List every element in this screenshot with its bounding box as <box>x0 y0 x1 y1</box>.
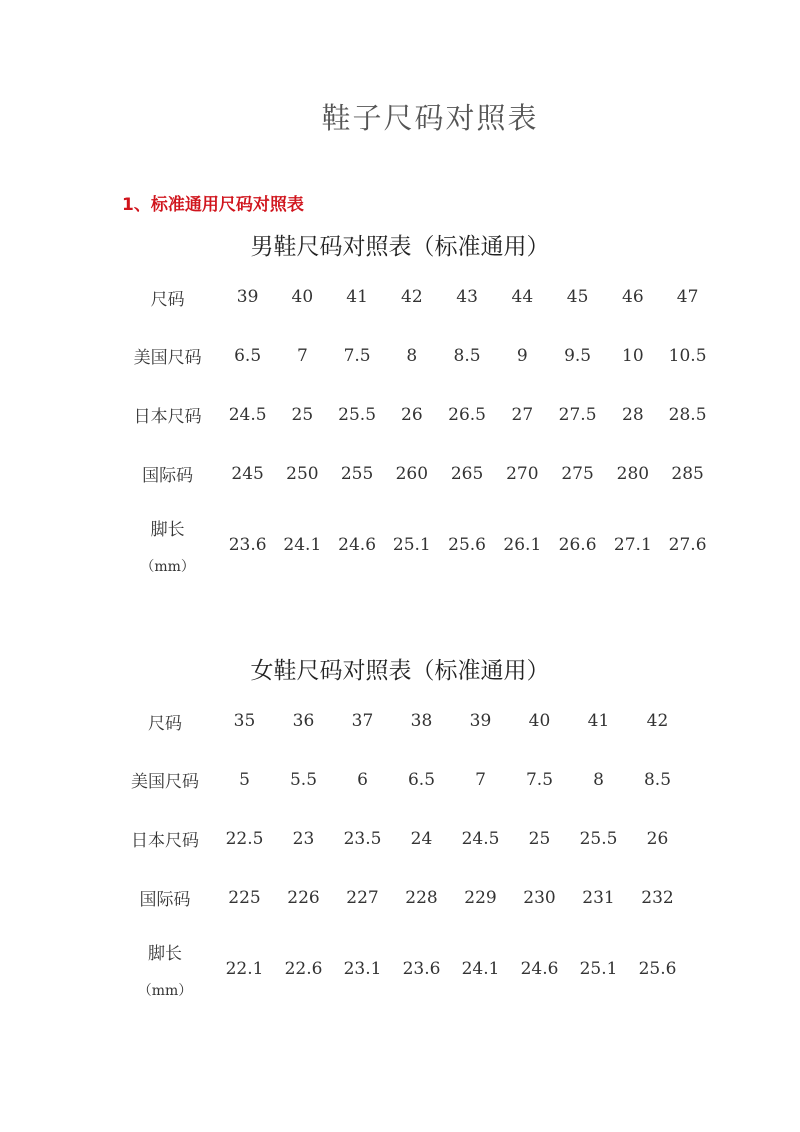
womens-table-cell: 226 <box>287 887 320 908</box>
womens-table-cell: 227 <box>346 887 379 908</box>
mens-table-cell: 27.5 <box>558 404 597 425</box>
womens-table-row <box>115 750 687 809</box>
mens-table-row-label <box>115 503 220 587</box>
row-label-text: 日本尺码 <box>133 407 202 427</box>
mens-table-cell: 25.5 <box>338 404 377 425</box>
womens-table-cell: 22.1 <box>225 959 264 979</box>
row-label-text: 美国尺码 <box>133 348 202 368</box>
womens-table-cell: 229 <box>464 887 497 908</box>
mens-table-cell: 7 <box>296 345 308 366</box>
row-label-text: 国际码 <box>139 890 191 910</box>
womens-table-cell: 42 <box>646 711 669 731</box>
womens-table-cell: 23 <box>292 828 315 849</box>
row-label-text: 脚长 <box>148 943 182 964</box>
mens-table-cell: 42 <box>401 287 423 307</box>
womens-table-cell: 7 <box>475 769 486 790</box>
womens-table-cell: 7.5 <box>525 769 554 790</box>
mens-table-cell: 10.5 <box>668 345 707 366</box>
mens-table-cell: 28.5 <box>668 404 707 425</box>
mens-table-cell: 39 <box>236 287 259 307</box>
womens-table-row <box>115 809 687 868</box>
womens-table-cell: 23.6 <box>402 959 441 979</box>
womens-table-cell: 23.1 <box>343 959 382 979</box>
womens-table-cell: 232 <box>641 887 674 908</box>
womens-table-cell: 36 <box>292 711 315 731</box>
womens-table-row-label <box>115 692 215 750</box>
womens-table-cell: 8 <box>593 769 604 790</box>
mens-table-cell: 25 <box>291 404 314 425</box>
row-label-text: 尺码 <box>150 289 185 310</box>
mens-table-row <box>115 444 715 503</box>
mens-table-cell: 260 <box>395 463 429 484</box>
womens-table-cell: 41 <box>587 711 610 731</box>
mens-table-cell: 24.1 <box>283 535 322 555</box>
womens-table-cell: 35 <box>233 711 256 731</box>
womens-table-cell: 38 <box>410 711 433 731</box>
womens-table-cell: 22.5 <box>225 828 264 849</box>
womens-table-row-label <box>115 809 215 868</box>
mens-table-cell: 285 <box>671 463 704 484</box>
mens-table-cell: 8.5 <box>453 345 481 366</box>
womens-table-row <box>115 692 687 750</box>
womens-table-row <box>115 868 687 927</box>
mens-table-cell: 47 <box>676 287 699 307</box>
womens-table-row-label <box>115 750 215 809</box>
womens-table-cell: 26 <box>646 828 669 849</box>
womens-table-cell: 24.6 <box>520 959 559 979</box>
womens-table-cell: 6 <box>357 769 368 790</box>
mens-table-cell: 27.1 <box>613 535 652 555</box>
womens-table-cell: 40 <box>528 711 551 731</box>
mens-table-cell: 46 <box>622 287 644 307</box>
womens-size-table <box>115 692 687 1011</box>
womens-table-row-label <box>115 868 215 927</box>
womens-table-cell: 22.6 <box>284 959 323 979</box>
mens-table-cell: 45 <box>566 287 589 307</box>
womens-table-row <box>115 927 687 1011</box>
mens-table-cell: 9.5 <box>564 345 592 366</box>
mens-size-table <box>115 268 715 587</box>
row-label-unit: （mm） <box>137 982 193 999</box>
mens-table-cell: 245 <box>231 463 264 484</box>
mens-table-row <box>115 268 715 326</box>
womens-table-cell: 24 <box>410 828 433 849</box>
row-label-text: 日本尺码 <box>131 831 199 851</box>
mens-table-cell: 27 <box>511 404 534 425</box>
mens-table-cell: 26 <box>401 404 423 425</box>
womens-table-cell: 6.5 <box>407 769 436 790</box>
mens-table-cell: 24.6 <box>338 535 377 555</box>
mens-table-cell: 43 <box>456 287 478 307</box>
mens-table-row-label <box>115 268 220 326</box>
mens-table-cell: 26.5 <box>448 404 486 425</box>
row-label-text: 尺码 <box>148 713 182 734</box>
womens-table-cell: 39 <box>469 711 492 731</box>
mens-table-row-label <box>115 444 220 503</box>
mens-table-cell: 40 <box>291 287 314 307</box>
womens-table-cell: 5.5 <box>289 769 318 790</box>
womens-table-cell: 228 <box>405 887 438 908</box>
mens-table-cell: 270 <box>506 463 539 484</box>
womens-table-cell: 24.1 <box>461 959 500 979</box>
womens-table-cell: 231 <box>582 887 615 908</box>
mens-table-row-label <box>115 385 220 444</box>
womens-table-cell: 25.5 <box>579 828 618 849</box>
mens-table-cell: 275 <box>561 463 594 484</box>
mens-table-cell: 265 <box>450 463 484 484</box>
document-title: 鞋子尺码对照表 <box>321 101 539 135</box>
mens-table-row <box>115 385 715 444</box>
mens-table-row <box>115 503 715 587</box>
mens-table-cell: 28 <box>622 404 644 425</box>
mens-table-cell: 26.1 <box>503 535 542 555</box>
section-heading: 1、标准通用尺码对照表 <box>122 195 304 215</box>
row-label-text: 国际码 <box>142 466 194 486</box>
mens-table-cell: 26.6 <box>558 535 597 555</box>
mens-table-row <box>115 326 715 385</box>
mens-table-cell: 6.5 <box>234 345 262 366</box>
mens-table-cell: 41 <box>346 287 368 307</box>
womens-table-row-label <box>115 927 215 1011</box>
row-label-text: 脚长 <box>150 519 185 540</box>
womens-table-cell: 25.1 <box>579 959 618 979</box>
row-label-unit: （mm） <box>140 558 195 575</box>
mens-table-cell: 250 <box>286 463 319 484</box>
mens-table-cell: 255 <box>340 463 374 484</box>
mens-table-cell: 8 <box>406 345 418 366</box>
mens-table-cell: 27.6 <box>668 535 707 555</box>
mens-table-cell: 280 <box>616 463 650 484</box>
mens-table-cell: 10 <box>622 345 644 366</box>
womens-table-title: 女鞋尺码对照表（标准通用） <box>250 658 550 684</box>
womens-table-cell: 24.5 <box>461 828 500 849</box>
mens-table-cell: 44 <box>511 287 534 307</box>
womens-table-cell: 5 <box>239 769 250 790</box>
womens-table-cell: 230 <box>523 887 556 908</box>
mens-table-cell: 25.6 <box>448 535 486 555</box>
womens-table-cell: 8.5 <box>643 769 672 790</box>
womens-table-cell: 225 <box>228 887 261 908</box>
mens-table-cell: 25.1 <box>392 535 431 555</box>
womens-table-cell: 23.5 <box>343 828 382 849</box>
mens-table-cell: 7.5 <box>343 345 371 366</box>
mens-table-cell: 23.6 <box>228 535 267 555</box>
mens-table-title: 男鞋尺码对照表（标准通用） <box>250 234 550 260</box>
womens-table-cell: 25 <box>528 828 551 849</box>
mens-table-cell: 24.5 <box>228 404 267 425</box>
row-label-text: 美国尺码 <box>131 772 199 792</box>
mens-table-row-label <box>115 326 220 385</box>
mens-table-cell: 9 <box>516 345 528 366</box>
womens-table-cell: 37 <box>351 711 374 731</box>
womens-table-cell: 25.6 <box>638 959 677 979</box>
